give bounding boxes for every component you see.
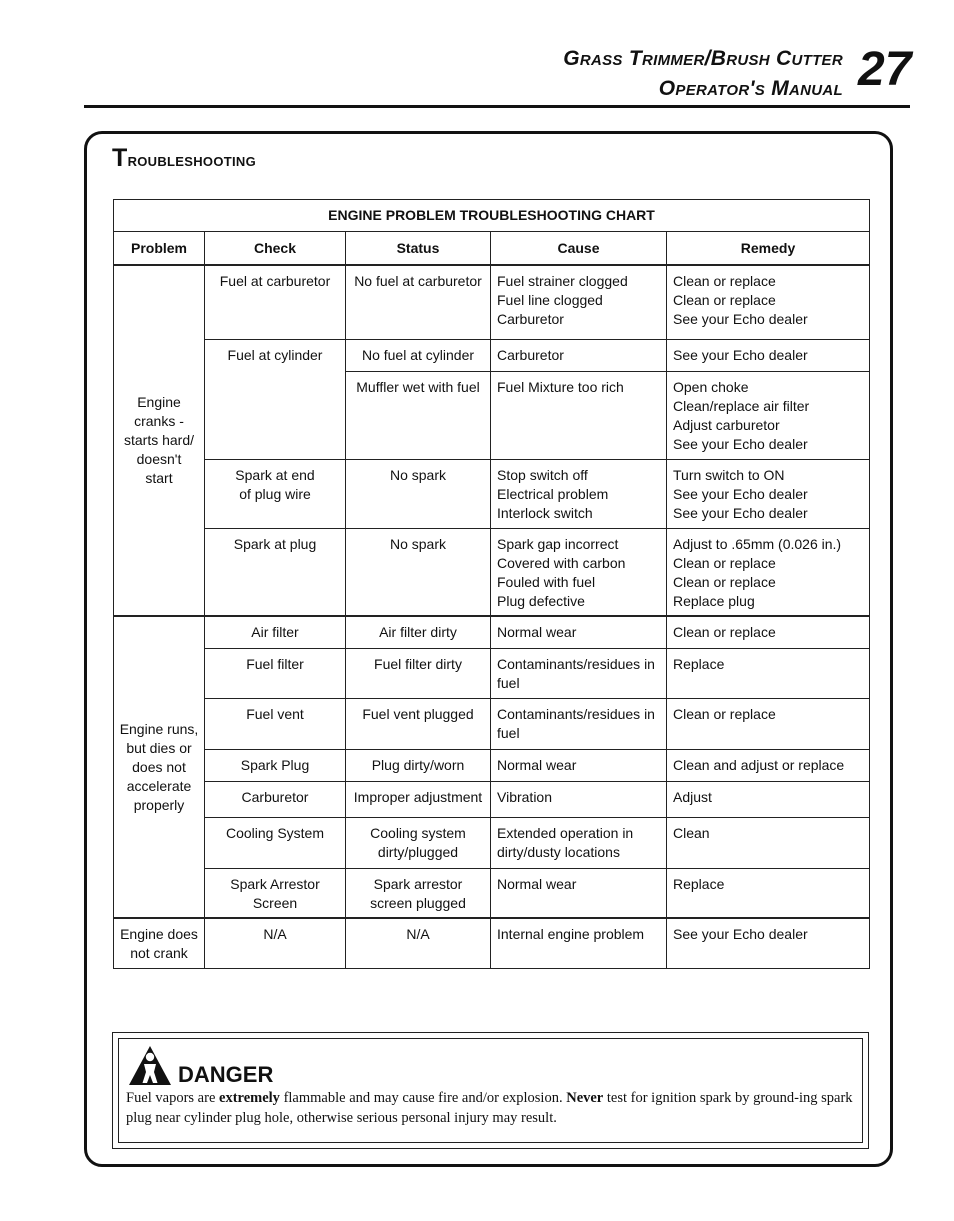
header-rule [84,105,910,108]
danger-text-part: Fuel vapors are [126,1090,220,1106]
column-header-cause: Cause [491,232,667,266]
cell-line: cranks - [134,413,184,429]
cell-line: Clean or replace [673,573,776,590]
table-row [114,698,870,749]
check-cell [205,698,346,749]
cell-line: Fuel filter dirty [374,655,462,672]
check-cell [205,339,346,459]
column-header-status: Status [346,232,491,266]
cause-cell [491,265,667,339]
cell-line: accelerate [126,777,192,794]
section-title-rest: roubleshooting [127,150,257,170]
cell-line: Cooling System [225,824,325,841]
remedy-cell [667,459,870,528]
remedy-cell [667,781,870,817]
remedy-cell [667,648,870,698]
danger-text [126,1088,854,1128]
cell-line: starts hard/ [123,432,195,448]
cell-line: dirty/dusty locations [497,843,620,860]
cell-line: Stop switch off [497,466,588,483]
danger-text-emphasis: Never [566,1090,604,1106]
status-cell [346,371,491,459]
cell-line: Clean/replace air filter [673,397,810,414]
remedy-cell [667,371,870,459]
danger-text-part: test for ignition spark by ground-ing spark plug near cylinder plug hole, otherwise serious personal injury may result. [126,1090,853,1126]
cell-line: Screen [252,894,298,911]
problem-cell [114,265,205,616]
cell-line: Clean or replace [673,273,776,289]
cell-line: Normal wear [497,624,577,640]
cell-line: Fuel strainer clogged [497,273,628,289]
cell-line: Plug defective [497,592,585,609]
check-cell [205,648,346,698]
check-cell [205,528,346,616]
remedy-cell [667,265,870,339]
cell-line: dirty/plugged [377,843,459,860]
cell-line: See your Echo dealer [673,504,808,521]
cell-line: Fuel filter [246,655,304,672]
table-row [114,265,870,339]
table-row [114,817,870,868]
cell-line: Spark gap incorrect [497,535,619,552]
status-cell [346,528,491,616]
remedy-cell [667,616,870,648]
status-cell [346,339,491,371]
cell-line: Covered with carbon [497,554,626,571]
cell-line: No fuel at carburetor [354,273,482,289]
cell-line: No spark [389,466,447,483]
table-row [114,528,870,616]
cause-cell [491,459,667,528]
cell-line: start [145,470,173,486]
manual-title [563,44,843,104]
cell-line: not crank [130,945,188,961]
cell-line: Carburetor [497,311,564,327]
check-cell [205,459,346,528]
cell-line: Interlock switch [497,504,593,521]
cause-cell: Contaminants/residues in fuel [491,648,667,698]
table-row [114,749,870,781]
cell-line: Vibration [497,788,553,805]
cell-line: but dies or [126,739,192,756]
status-cell [346,616,491,648]
cell-line: Carburetor [241,788,309,805]
cell-line: Cooling system [370,824,466,841]
status-cell [346,781,491,817]
cell-line: See your Echo dealer [673,926,808,942]
cell-line: Electrical problem [497,485,609,502]
remedy-cell [667,918,870,968]
cell-line: Engine [137,394,181,410]
check-cell [205,265,346,339]
cell-line: Clean or replace [673,292,776,308]
table-row [114,648,870,698]
table-row [114,918,870,968]
status-cell [346,817,491,868]
cause-cell [491,339,667,371]
manual-title-line1: Grass Trimmer/Brush Cutter [563,47,843,70]
cell-line: does not [132,758,186,775]
table-header-row [114,232,870,266]
cause-cell [491,749,667,781]
cell-line: Clean or replace [673,554,776,571]
check-cell [205,868,346,918]
cell-line: See your Echo dealer [673,311,808,327]
cause-cell [491,528,667,616]
column-header-problem: Problem [114,232,205,266]
cell-line: Spark Arrestor [230,875,320,892]
cell-line: Turn switch to ON [673,466,785,483]
status-cell [346,459,491,528]
cause-cell [491,371,667,459]
status-cell [346,918,491,968]
cell-line: No spark [389,535,447,552]
check-cell [205,817,346,868]
remedy-cell [667,528,870,616]
status-cell [346,698,491,749]
cell-line: Fuel vent plugged [362,705,474,722]
danger-heading: DANGER [178,1062,274,1087]
cell-line: Improper adjustment [353,788,483,805]
cell-line: Adjust to .65mm (0.026 in.) [673,535,842,552]
manual-title-line2: Operator's Manual [658,77,843,100]
problem-cell [114,918,205,968]
check-cell [205,781,346,817]
cell-line: Spark at plug [233,535,317,552]
cell-line: Fuel Mixture too rich [497,378,624,395]
cell-line: Fuel at cylinder [227,346,323,363]
remedy-cell [667,868,870,918]
status-cell [346,648,491,698]
cell-line: Clean and adjust or replace [673,756,845,773]
cell-line: Spark at end [235,466,315,483]
column-header-remedy: Remedy [667,232,870,266]
cell-line: properly [133,796,185,813]
table-row [114,616,870,648]
cell-line: Adjust carburetor [673,416,780,433]
table-row [114,781,870,817]
cell-line: Normal wear [497,875,577,892]
section-title [112,140,256,178]
cell-line: Clean or replace [673,624,776,640]
cell-line: Open choke [673,378,749,395]
cell-line: See your Echo dealer [673,346,808,363]
remedy-cell [667,749,870,781]
check-cell [205,616,346,648]
cell-line: Fuel vent [246,705,304,722]
cell-line: Normal wear [497,756,577,773]
cause-cell [491,918,667,968]
danger-text-emphasis: extremely [219,1090,280,1106]
cause-cell [491,781,667,817]
cell-line: Clean [673,824,710,841]
cell-line: Adjust [673,788,712,805]
table-row [114,459,870,528]
cell-line: Internal engine problem [497,926,645,942]
cause-cell [491,817,667,868]
cell-line: Carburetor [497,346,564,363]
cell-line: Engine runs, [119,720,199,737]
cell-line: Spark arrestor [373,875,463,892]
section-title-initial: T [112,144,128,172]
status-cell [346,265,491,339]
cell-line: doesn't [136,451,182,467]
problem-cell [114,616,205,918]
cell-line: Spark Plug [240,756,310,773]
cell-line: Fouled with fuel [497,573,596,590]
cell-line: Plug dirty/worn [371,756,465,773]
cell-line: Replace [673,655,725,672]
status-cell [346,868,491,918]
troubleshooting-table [113,199,870,969]
table-caption: ENGINE PROBLEM TROUBLESHOOTING CHART [114,200,870,232]
cause-cell [491,868,667,918]
page-number: 27 [858,43,912,96]
danger-text-part: flammable and may cause fire and/or explosion. [279,1090,567,1106]
cell-line: N/A [406,926,430,942]
table-row [114,868,870,918]
cell-line: of plug wire [239,485,311,502]
cell-line: screen plugged [370,894,466,911]
cell-line: See your Echo dealer [673,485,808,502]
cell-line: N/A [263,926,287,942]
cell-line: Fuel at carburetor [219,273,331,289]
cell-line: Replace plug [673,592,755,609]
cell-line: No fuel at cylinder [361,346,475,363]
table-row [114,339,870,371]
remedy-cell [667,698,870,749]
cell-line: Replace [673,875,725,892]
check-cell [205,749,346,781]
cell-line: Extended operation in [497,824,634,841]
cell-line: Air filter dirty [379,624,457,640]
remedy-cell [667,339,870,371]
cell-line: Fuel line clogged [497,292,603,308]
cell-line: See your Echo dealer [673,435,808,452]
status-cell [346,749,491,781]
remedy-cell [667,817,870,868]
cell-line: Air filter [251,624,299,640]
cell-line: Muffler wet with fuel [356,378,480,395]
check-cell [205,918,346,968]
warning-triangle-icon [128,1045,172,1087]
column-header-check: Check [205,232,346,266]
cell-line: Engine does [120,926,198,942]
cause-cell [491,616,667,648]
cell-line: Clean or replace [673,705,776,722]
cause-cell: Contaminants/residues in fuel [491,698,667,749]
